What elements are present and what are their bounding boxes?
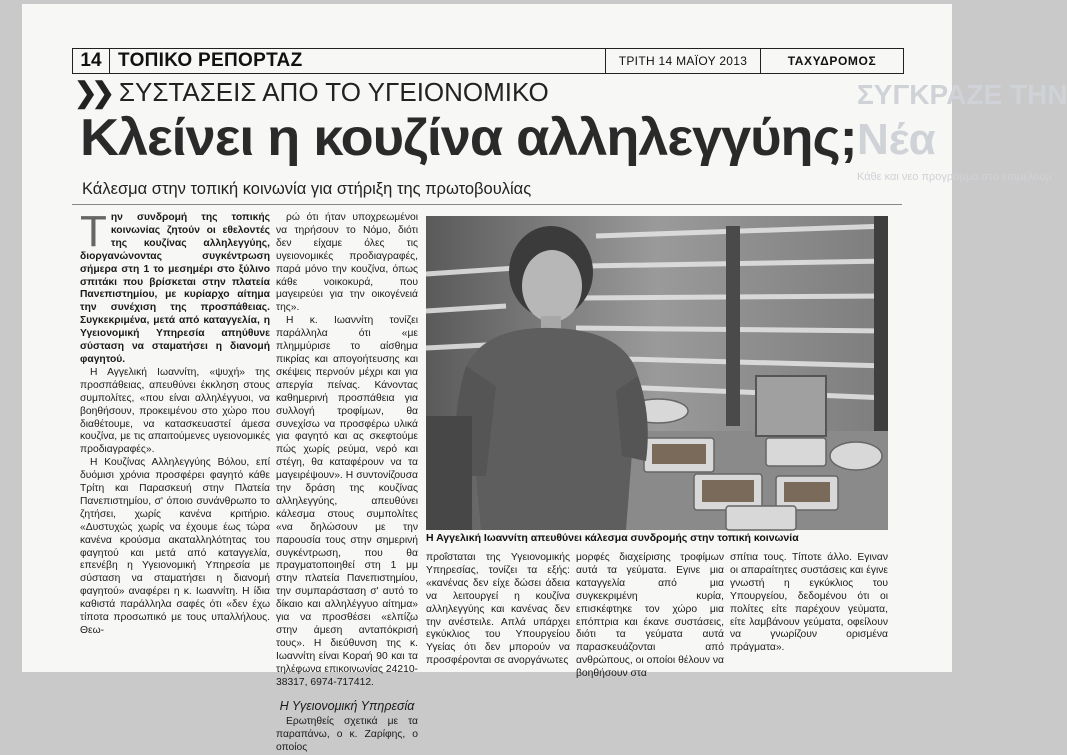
- paragraph: προΐσταται της Υγειονομικής Υπηρεσίας, τονίζει τα εξής: «κανένας δεν είχε δώσει άδεια να λειτουργεί η κουζίνα αλληλεγγύης και κανένας δεν την ανέστειλε. Απλά υπάρχει εγκύκλιος του Υπουργείου Υγείας ότι δεν μπορούν να προσφέρονται σε ανοργάνωτες: [426, 552, 570, 667]
- bleed-through-text: [857, 79, 1067, 229]
- page-number: 14: [73, 49, 110, 73]
- kicker-text: ΣΥΣΤΑΣΕΙΣ ΑΠΟ ΤΟ ΥΓΕΙΟΝΟΜΙΚΟ: [118, 77, 549, 107]
- section-title: ΤΟΠΙΚΟ ΡΕΠΟΡΤΑΖ: [118, 50, 303, 71]
- article-column-5: [730, 552, 888, 664]
- photo-illustration: [426, 216, 888, 530]
- article-column-2: [276, 212, 418, 754]
- photo-caption: Η Αγγελική Ιωαννίτη απευθύνει κάλεσμα συνδρομής στην τοπική κοινωνία: [426, 532, 799, 544]
- paragraph: μορφές διαχείρισης τροφίμων αυτά τα γεύματα. Εγινε μια καταγγελία από μια συγκεκριμένη κυρία, επισκέφτηκε τον χώρο μια επόπτρια και έκανε συστάσεις, διότι τα γεύματα αυτά παρασκευάζονται από ανθρώπους, οι οποίοι θέλουν να βοηθήσουν στα: [576, 552, 724, 680]
- double-chevron-icon: ❯❯: [74, 77, 109, 108]
- paragraph: Η κ. Ιωαννίτη τονίζει παράλληλα ότι «με πλημμύρισε το αίσθημα πικρίας και απογοήτευσης και σκέψεις περνούν μέχρι και για απεργία πείνας. Κάνοντας καθημερινή προσπάθεια για συλλογή τροφίμων, θα συνεχίσω να προσφέρω υλικά για φαγητό και ας σκεφτούμε πώς χωρίς ρεύμα, νερό και στέγη, θα καταφέρουν να τα μαγειρέψουν». Η συντονίζουσα την δράση της κουζίνας αλληλεγγύης, απευθύνει κάλεσμα στους συμπολίτες «να δηλώσουν με την παρουσία τους στην σημερινή συγκέντρωση, που θα πραγματοποιηθεί στη 1 μμ στην πλατεία Πανεπιστημίου, την συμπαράσταση σ' αυτό το δίκαιο και αλληλέγγυο αίτημα» για να προσθέσει «ελπίζω στην άμεση ανταπόκρισή τους». Η διεύθυνση της κ. Ιωαννίτη είναι Κοραή 90 και τα τηλέφωνα επικοινωνίας 24210-38317, 6974-717412.: [276, 315, 418, 688]
- paragraph: Η Κουζίνας Αλληλεγγύης Βόλου, επί δυόμισι χρόνια προσφέρει φαγητό κάθε Τρίτη και Παρασκευή στην Πλατεία Πανεπιστημίου, σ' όποιο συνάνθρωπο το ζητήσει, χωρίς κανένα κριτήριο. «Δυστυχώς χωρίς να έχουμε έως τώρα κανένα κρούσμα ακαταλληλότητας του φαγητού και μετά από καταγγελία, επενέβη η Υγειονομική Υπηρεσία με σύσταση να σταματήσει η διανομή φαγητού» αναφέρει η κ. Ιωαννίτη. Η ίδια καθιστά παράλληλα σαφές ότι «δεν έχω τίποτα προσωπικό με τους υπαλλήλους. Θεω-: [80, 457, 270, 636]
- article-column-1: [80, 207, 270, 664]
- paragraph: σπίτια τους. Τίποτε άλλο. Εγιναν οι απαραίτητες συστάσεις και έγινε γνωστή η εγκύκλιος του Υπουργείου, δεδομένου ότι οι πολίτες είτε παρέχουν γεύματα, είτε λαμβάνουν γεύματα, οφείλουν να γνωρίζουν ορισμένα πράγματα».: [730, 552, 888, 654]
- divider: [72, 204, 902, 205]
- section-subheading: Η Υγειονομική Υπηρεσία: [279, 698, 415, 713]
- article-column-3: [426, 552, 570, 667]
- bleed-line-3: Κάθε και νεο προγραμμα στο επιμελουμ: [857, 171, 1052, 183]
- paragraph: Ερωτηθείς σχετικά με τα παραπάνω, ο κ. Ζαρίφης, ο οποίος: [276, 716, 418, 754]
- issue-date: ΤΡΙΤΗ 14 ΜΑΪΟΥ 2013: [605, 49, 760, 73]
- page-header: [72, 48, 904, 74]
- paragraph: Η Αγγελική Ιωαννίτη, «ψυχή» της προσπάθειας, απευθύνει έκκληση στους συμπολίτες, «που είναι αλληλέγγυοι, να βοηθήσουν, προκειμένου στο χώρο που διαθέτουμε, να κατασκευαστεί άμεσα κουζίνα, με τις απαιτούμενες υγειονομικές προδιαγραφές».: [80, 366, 270, 456]
- paragraph: ρώ ότι ήταν υποχρεωμένοι να τηρήσουν το Νόμο, διότι δεν είχαμε όλες τις υγειονομικές προδιαγραφές, παρά μόνο την κουζίνα, όπως κάθε νοικοκυρά, που μαγειρεύει για την οικογένειά της».: [276, 212, 418, 314]
- bleed-line-1: ΣΥΓΚΡΑΖΕ ΤΗΝ: [857, 79, 1067, 110]
- subheadline: Κάλεσμα στην τοπική κοινωνία για στήριξη της πρωτοβουλίας: [82, 180, 532, 198]
- newspaper-name: ΤΑΧΥΔΡΟΜΟΣ: [760, 49, 903, 73]
- headline: Κλείνει η κουζίνα αλληλεγγύης;: [80, 109, 857, 167]
- newspaper-page: [22, 4, 1067, 754]
- kicker: [74, 76, 549, 109]
- article-photo: [426, 216, 888, 530]
- article-column-4: [576, 552, 724, 680]
- bleed-line-2: Νέα: [857, 115, 936, 164]
- drop-cap: Τ: [80, 207, 107, 256]
- lead-paragraph: ην συνδρομή της τοπικής κοινωνίας ζητούν οι εθελοντές της κουζίνας αλληλεγγύης, διοργανώνοντας συγκέντρωση σήμερα στη 1 το μεσημέρι στο ξύλινο σπιτάκι που βρίσκεται στην πλατεία Πανεπιστημίου, με κυρίαρχο αίτημα την συνέχιση της προσπάθειας. Συγκεκριμένα, μετά από καταγγελία, η Υγειονομική Υπηρεσία απηύθυνε σύσταση να σταματήσει η διανομή φαγητού.: [80, 212, 270, 365]
